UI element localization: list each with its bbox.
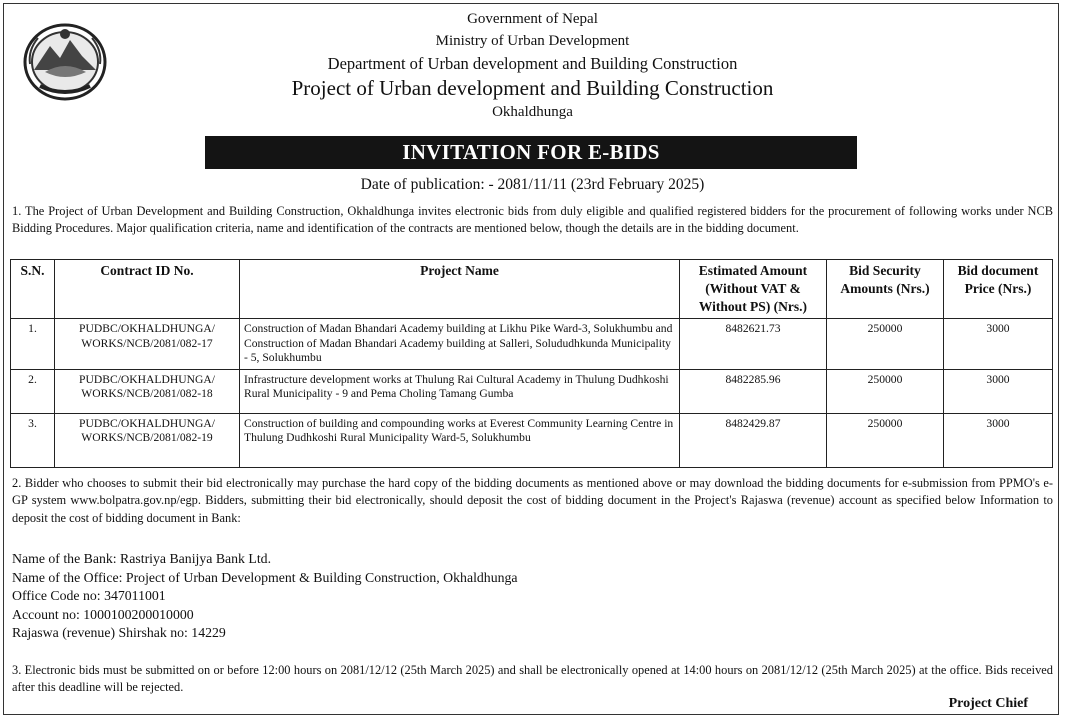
cell-price: 3000: [944, 369, 1053, 413]
header-bid-security: Bid Security Amounts (Nrs.): [827, 260, 944, 319]
invitation-banner: INVITATION FOR E-BIDS: [205, 136, 857, 169]
cell-sn: 2.: [11, 369, 55, 413]
cell-price: 3000: [944, 413, 1053, 467]
header-government: Government of Nepal: [467, 11, 598, 27]
header-doc-price: Bid document Price (Nrs.): [944, 260, 1053, 319]
header-location: Okhaldhunga: [492, 104, 573, 120]
bank-office: Name of the Office: Project of Urban Development & Building Construction, Okhaldhunga: [12, 569, 518, 585]
cell-security: 250000: [827, 369, 944, 413]
header-sn: S.N.: [11, 260, 55, 319]
contracts-table: [10, 259, 1053, 468]
header-department: Department of Urban development and Building Construction: [327, 54, 738, 73]
publication-date: Date of publication: - 2081/11/11 (23rd February 2025): [360, 176, 705, 193]
bank-account: Account no: 1000100200010000: [12, 606, 194, 622]
header-ministry: Ministry of Urban Development: [435, 33, 630, 49]
table-row: [11, 413, 1053, 467]
paragraph-1: 1. The Project of Urban Development and Building Construction, Okhaldhunga invites electronic bids from duly eligible and qualified registered bidders for the procurement of following works under NCB Bidding Procedures. Major qualification criteria, name and identification of the contracts are mentioned below, though the details are in the bidding document.: [12, 204, 1053, 236]
cell-security: 250000: [827, 319, 944, 370]
header-project: Project of Urban development and Building Construction: [291, 76, 774, 100]
bank-office-code: Office Code no: 347011001: [12, 588, 166, 603]
header-contract-id: Contract ID No.: [55, 260, 240, 319]
table-header-row: [11, 260, 1053, 319]
cell-contract-id: PUDBC/OKHALDHUNGA/ WORKS/NCB/2081/082-18: [55, 369, 240, 413]
table-row: [11, 369, 1053, 413]
cell-sn: 3.: [11, 413, 55, 467]
cell-price: 3000: [944, 319, 1053, 370]
bank-shirshak: Rajaswa (revenue) Shirshak no: 14229: [12, 625, 226, 640]
cell-security: 250000: [827, 413, 944, 467]
cell-estimate: 8482285.96: [680, 369, 827, 413]
cell-contract-id: PUDBC/OKHALDHUNGA/ WORKS/NCB/2081/082-19: [55, 413, 240, 467]
bank-details: [12, 550, 518, 643]
cell-sn: 1.: [11, 319, 55, 370]
paragraph-2: 2. Bidder who chooses to submit their bid electronically may purchase the hard copy of the bidding documents as mentioned above or may download the bidding documents for e-submission from PPMO's e-GP system www.bolpatra.gov.np/egp. Bidders, submitting their bid electronically, should deposit the cost of bidding document in the Project's Rajaswa (revenue) account as specified below Information to deposit the cost of bidding document in Bank:: [12, 476, 1053, 525]
header-project-name: Project Name: [240, 260, 680, 319]
bank-name: Name of the Bank: Rastriya Banijya Bank Ltd.: [12, 551, 272, 566]
cell-project-name: Construction of Madan Bhandari Academy building at Likhu Pike Ward-3, Solukhumbu and Construction of Madan Bhandari Academy building at Salleri, Solududhkunda Municipality - 5, Solukhumbu: [240, 319, 680, 370]
paragraph-3: 3. Electronic bids must be submitted on or before 12:00 hours on 2081/12/12 (25th March 2025) and shall be electronically opened at 14:00 hours on 2081/12/12 (25th March 2025) at the office. Bids received after this deadline will be rejected.: [12, 663, 1053, 695]
cell-contract-id: PUDBC/OKHALDHUNGA/ WORKS/NCB/2081/082-17: [55, 319, 240, 370]
table-row: [11, 319, 1053, 370]
signature-title: Project Chief: [948, 696, 1028, 711]
cell-estimate: 8482621.73: [680, 319, 827, 370]
header-estimated-amount: Estimated Amount (Without VAT & Without PS) (Nrs.): [680, 260, 827, 319]
cell-project-name: Infrastructure development works at Thulung Rai Cultural Academy in Thulung Dudhkoshi Rural Municipality - 9 and Pema Choling Tamang Gumba: [240, 369, 680, 413]
cell-project-name: Construction of building and compounding works at Everest Community Learning Centre in Thulung Dudhkoshi Rural Municipality Ward-5, Solukhumbu: [240, 413, 680, 467]
cell-estimate: 8482429.87: [680, 413, 827, 467]
